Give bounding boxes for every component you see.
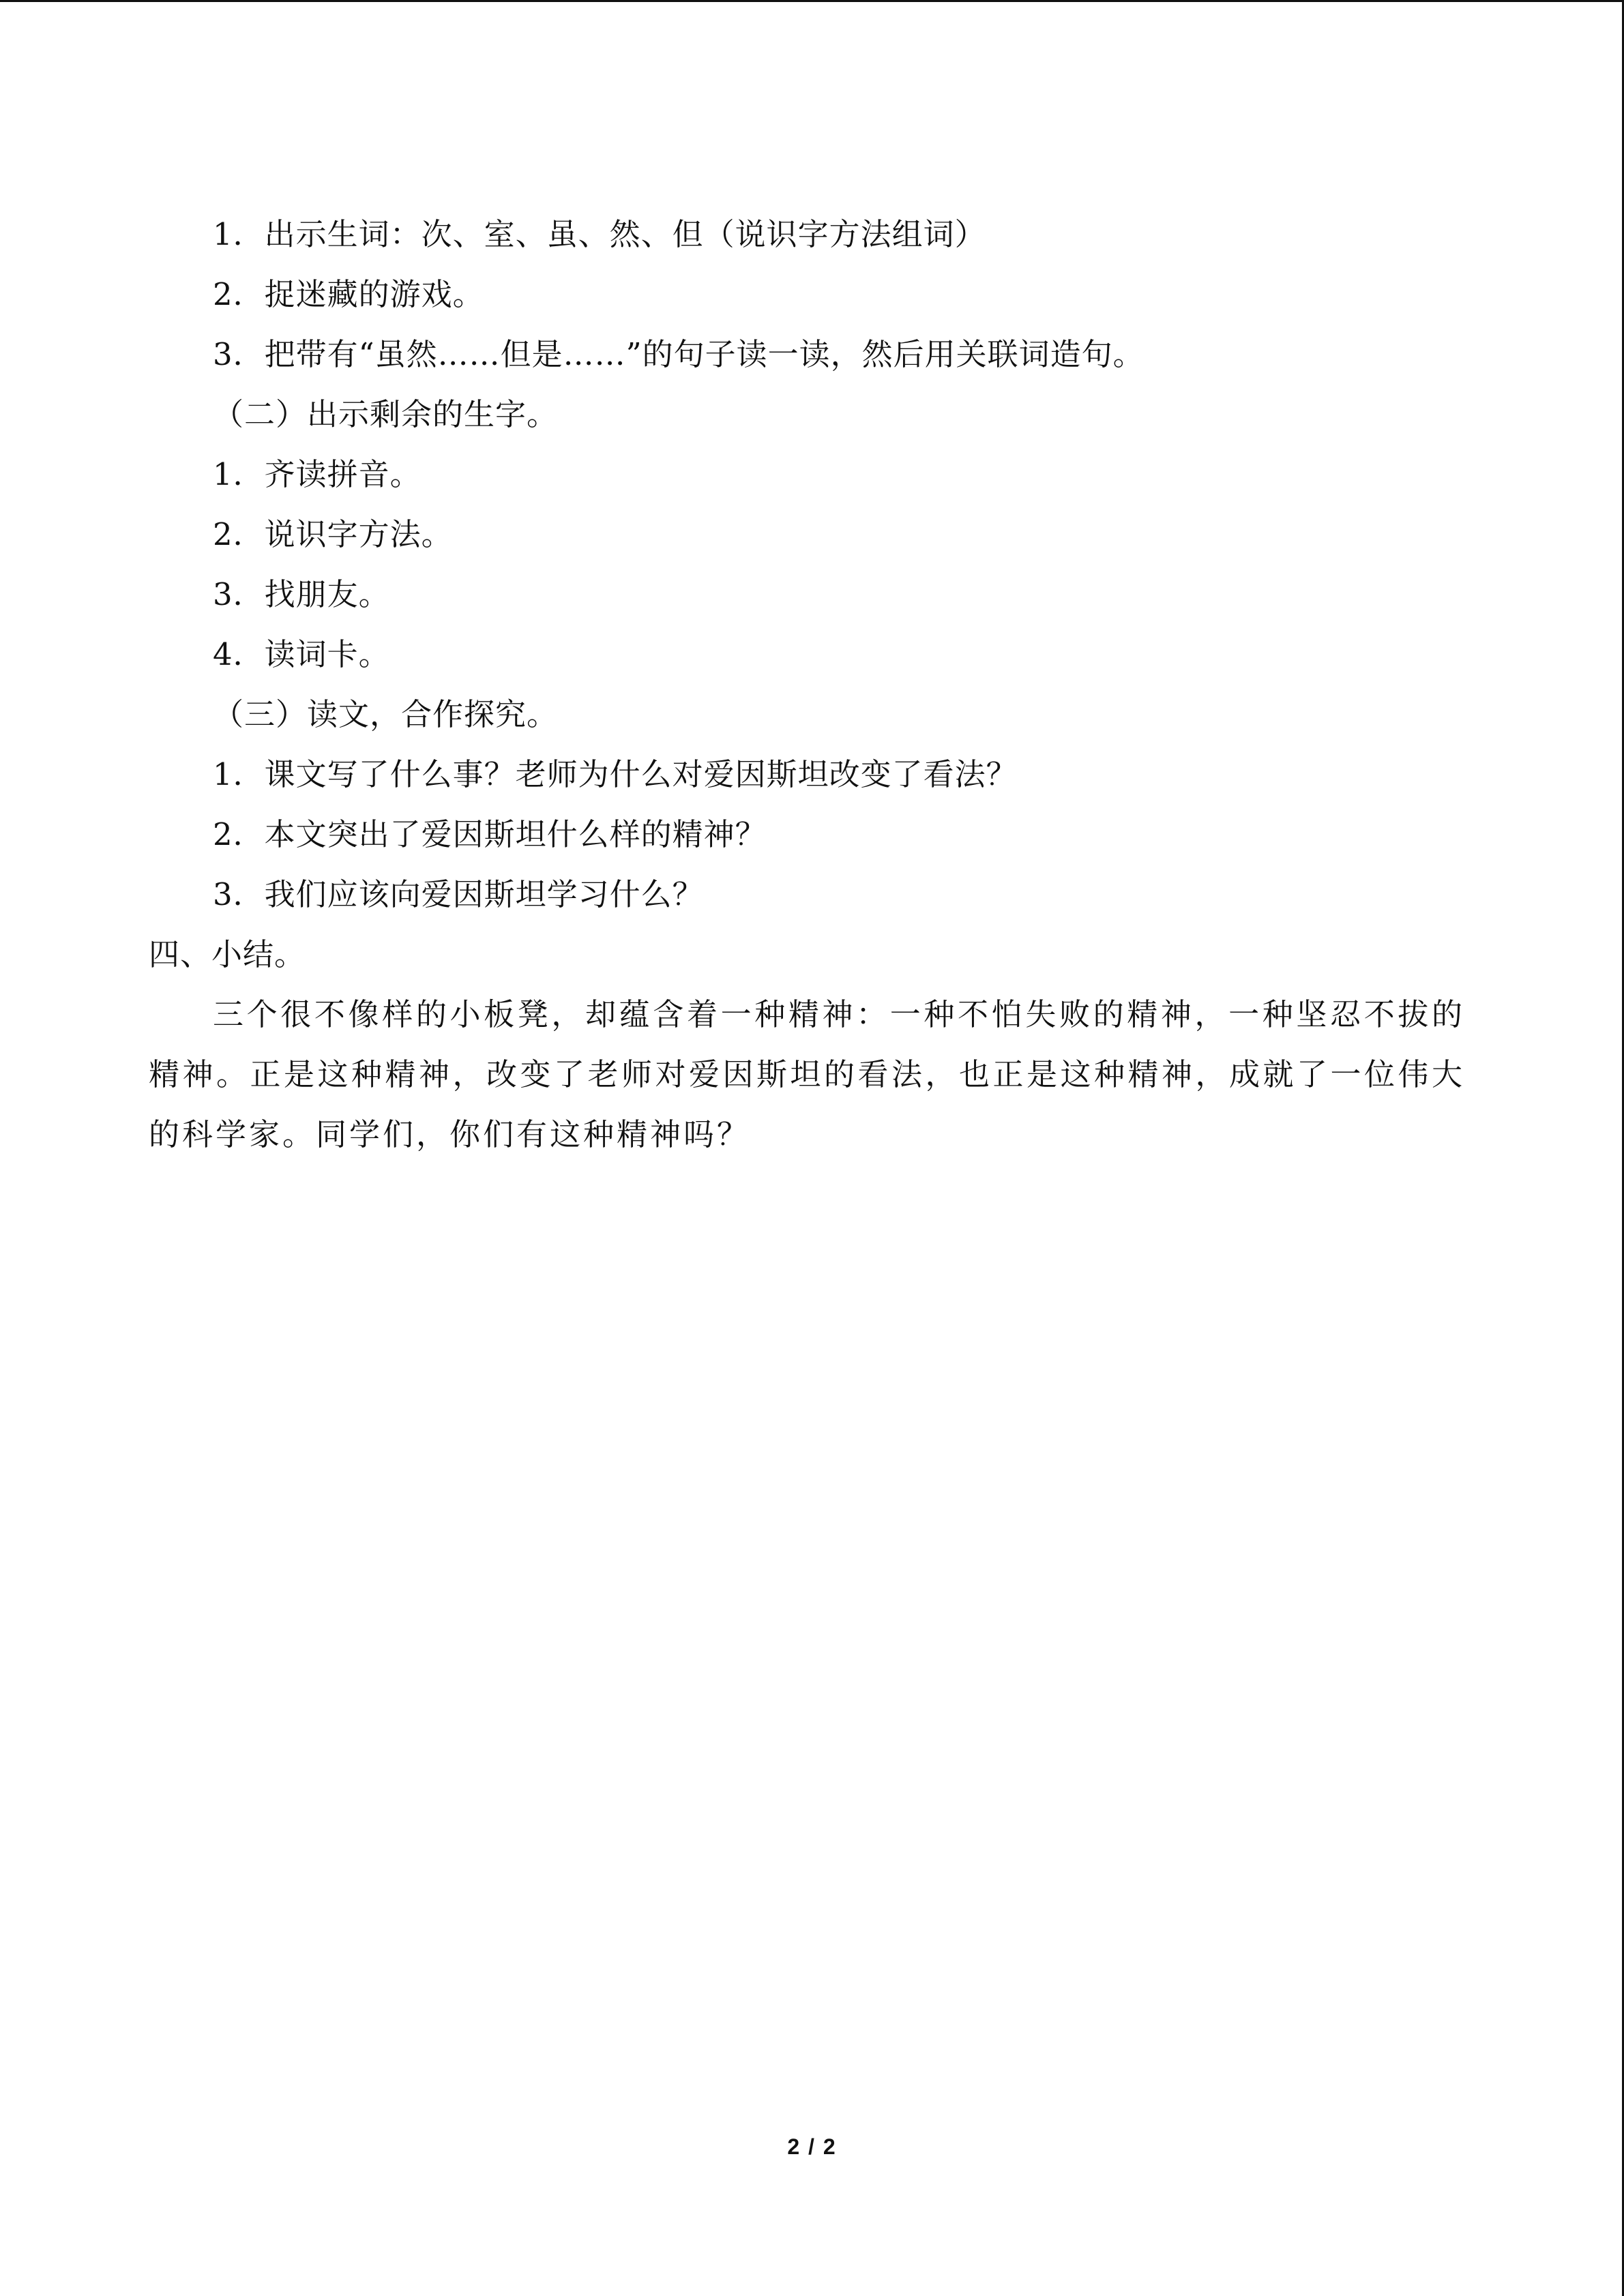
- list-item: 4．读词卡。: [213, 636, 390, 672]
- list-item: 2．捉迷藏的游戏。: [213, 276, 484, 312]
- list-item: 1．课文写了什么事？老师为什么对爱因斯坦改变了看法？: [213, 756, 1018, 792]
- list-item: 2．说识字方法。: [213, 516, 453, 552]
- section-subheading: （三）读文，合作探究。: [213, 696, 559, 732]
- list-item: 2．本文突出了爱因斯坦什么样的精神？: [213, 816, 767, 852]
- page-number: 2 / 2: [787, 2134, 837, 2159]
- section-heading: 四、小结。: [149, 936, 306, 972]
- list-item: 3．把带有“虽然……但是……”的句子读一读，然后用关联词造句。: [213, 336, 1145, 372]
- summary-paragraph: 三个很不像样的小板凳，却蕴含着一种精神：一种不怕失败的精神，一种坚忍不拔的精神。正是这种精神，改变了老师对爱因斯坦的看法，也正是这种精神，成就了一位伟大的科学家。同学们，你们有这种精神吗？: [149, 996, 1465, 1152]
- page-top-border: [0, 0, 1624, 2]
- list-item: 1．齐读拼音。: [213, 456, 422, 492]
- list-item: 3．找朋友。: [213, 576, 390, 612]
- section-subheading: （二）出示剩余的生字。: [213, 396, 559, 432]
- list-item: 3．我们应该向爱因斯坦学习什么？: [213, 876, 704, 912]
- document-body: [149, 205, 1465, 1165]
- list-item: 1．出示生词：次、室、虽、然、但（说识字方法组词）: [213, 216, 986, 252]
